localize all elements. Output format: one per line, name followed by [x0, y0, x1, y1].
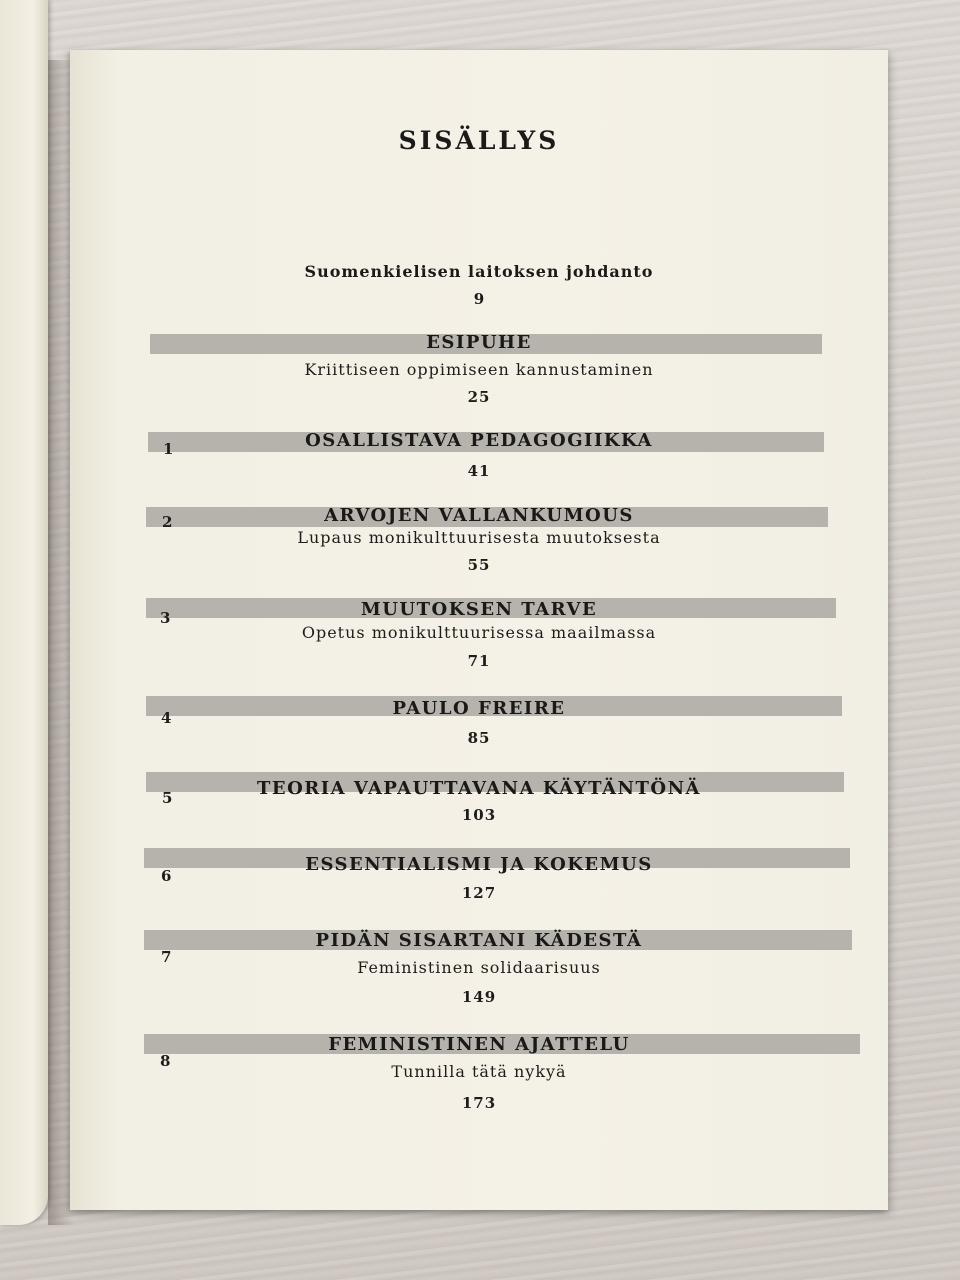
chapter-heading: TEORIA VAPAUTTAVANA KÄYTÄNTÖNÄ — [256, 778, 702, 799]
chapter-number: 2 — [162, 513, 173, 531]
chapter-heading: PAULO FREIRE — [392, 698, 566, 719]
chapter-subtitle: Tunnilla tätä nykyä — [391, 1062, 567, 1081]
chapter-number: 5 — [162, 789, 173, 807]
chapter-subtitle: Lupaus monikulttuurisesta muutoksesta — [297, 528, 661, 547]
chapter-heading: OSALLISTAVA PEDAGOGIIKKA — [305, 430, 653, 451]
chapter-page: 41 — [467, 462, 491, 480]
chapter-subtitle: Kriittiseen oppimiseen kannustaminen — [304, 360, 654, 379]
chapter-heading: ESIPUHE — [426, 332, 532, 353]
chapter-heading: MUUTOKSEN TARVE — [360, 599, 598, 620]
chapter-heading: ESSENTIALISMI JA KOKEMUS — [305, 854, 653, 875]
chapter-page: 25 — [467, 388, 491, 406]
intro-label: Suomenkielisen laitoksen johdanto — [304, 262, 654, 281]
chapter-page: 173 — [461, 1094, 497, 1112]
chapter-number: 6 — [161, 867, 172, 885]
chapter-subtitle: Feministinen solidaarisuus — [357, 958, 601, 977]
chapter-page: 103 — [461, 806, 497, 824]
chapter-heading: ARVOJEN VALLANKUMOUS — [324, 505, 634, 526]
chapter-number: 8 — [160, 1052, 171, 1070]
chapter-page: 85 — [467, 729, 491, 747]
chapter-number: 7 — [161, 948, 172, 966]
page-title: SISÄLLYS — [398, 126, 560, 155]
chapter-subtitle: Opetus monikulttuurisessa maailmassa — [301, 623, 657, 642]
chapter-page: 127 — [461, 884, 497, 902]
chapter-page: 71 — [467, 652, 491, 670]
left-page-edge — [0, 0, 48, 1225]
chapter-number: 1 — [163, 440, 174, 458]
chapter-heading: FEMINISTINEN AJATTELU — [328, 1034, 630, 1055]
chapter-number: 4 — [161, 709, 172, 727]
intro-page-number: 9 — [473, 290, 485, 308]
chapter-number: 3 — [160, 609, 171, 627]
chapter-page: 55 — [467, 556, 491, 574]
chapter-heading: PIDÄN SISARTANI KÄDESTÄ — [315, 930, 643, 951]
chapter-page: 149 — [461, 988, 497, 1006]
